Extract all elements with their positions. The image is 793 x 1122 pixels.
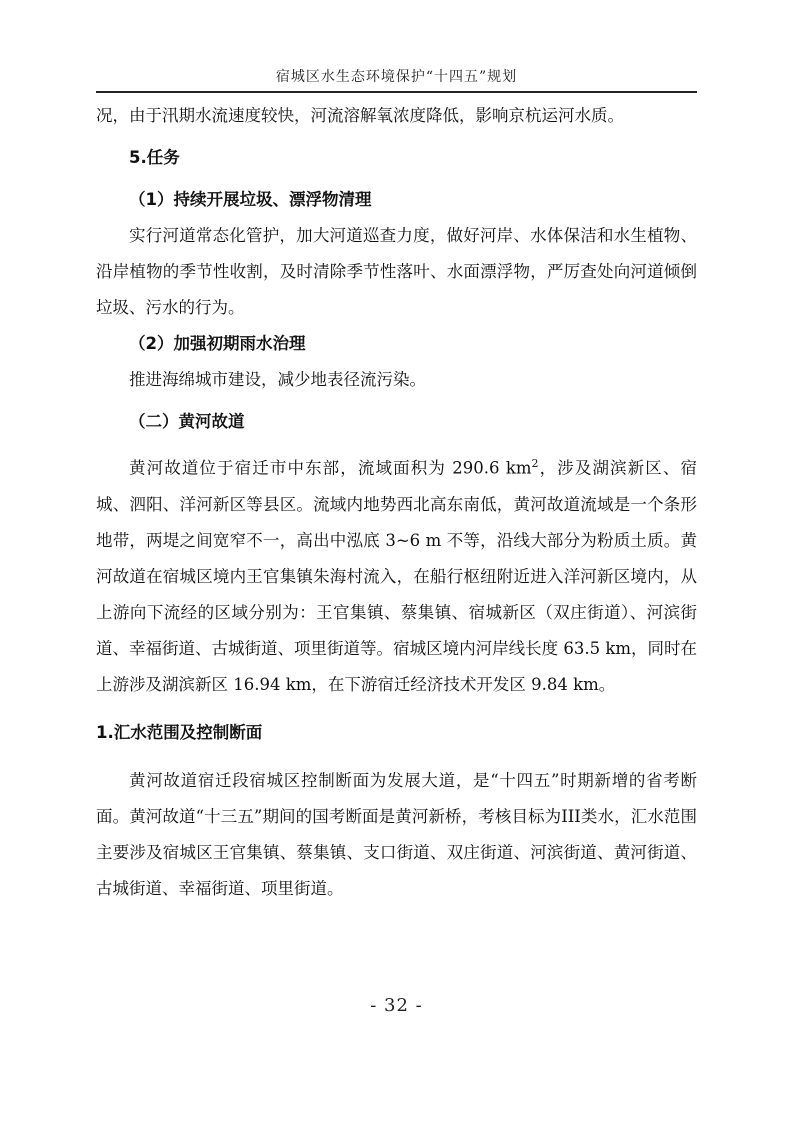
heading-tasks: 5.任务: [129, 148, 180, 167]
heading-section-yellow-river: （二）黄河故道: [129, 412, 245, 431]
yellow-river-text-a: 黄河故道位于宿迁市中东部，流域面积为 290.6 km: [129, 458, 532, 478]
heading-task-2: （2）加强初期雨水治理: [129, 334, 306, 353]
header-rule: [96, 91, 697, 93]
paragraph-continued: 况，由于汛期水流速度较快，河流溶解氧浓度降低，影响京杭运河水质。: [96, 106, 624, 125]
paragraph-yellow-river: [96, 446, 697, 703]
paragraph-task-2: 推进海绵城市建设，减少地表径流污染。: [129, 370, 426, 389]
page-body: [96, 98, 697, 907]
heading-catchment: 1.汇水范围及控制断面: [96, 722, 263, 742]
running-header: 宿城区水生态环境保护“十四五”规划: [275, 69, 518, 85]
paragraph-catchment: 黄河故道宿迁段宿城区控制断面为发展大道，是“十四五”时期新增的省考断面。黄河故道“十三五”期间的国考断面是黄河新桥，考核目标为III类水，汇水范围主要涉及宿城区王官集镇、蔡集镇、支口街道、双庄街道、河滨街道、黄河街道、古城街道、幸福街道、项里街道。: [96, 770, 697, 898]
page-number: - 32 -: [370, 995, 423, 1016]
heading-task-1: （1）持续开展垃圾、漂浮物清理: [129, 190, 372, 209]
superscript: 2: [531, 457, 539, 470]
paragraph-task-1: 实行河道常态化管护，加大河道巡查力度，做好河岸、水体保洁和水生植物、沿岸植物的季节性收割，及时清除季节性落叶、水面漂浮物，严厉查处向河道倾倒垃圾、污水的行为。: [96, 226, 697, 317]
yellow-river-text-b: ，涉及湖滨新区、宿城、泗阳、洋河新区等县区。流域内地势西北高东南低，黄河故道流域是一个条形地带，两堤之间宽窄不一，高出中泓底 3~6 m 不等，沿线大部分为粉质土质。黄河故道在宿城区境内王官集镇朱海村流入，在船行枢纽附近进入洋河新区境内，从上游向下流经的区域分别为：王官集镇、蔡集镇、宿城新区（双庄街道）、河滨街道、幸福街道、古城街道、项里街道等。宿城区境内河岸线长度 63.5 km，同时在上游涉及湖滨新区 16.94 km，在下游宿迁经济技术开发区 9.84 km。: [96, 458, 698, 694]
